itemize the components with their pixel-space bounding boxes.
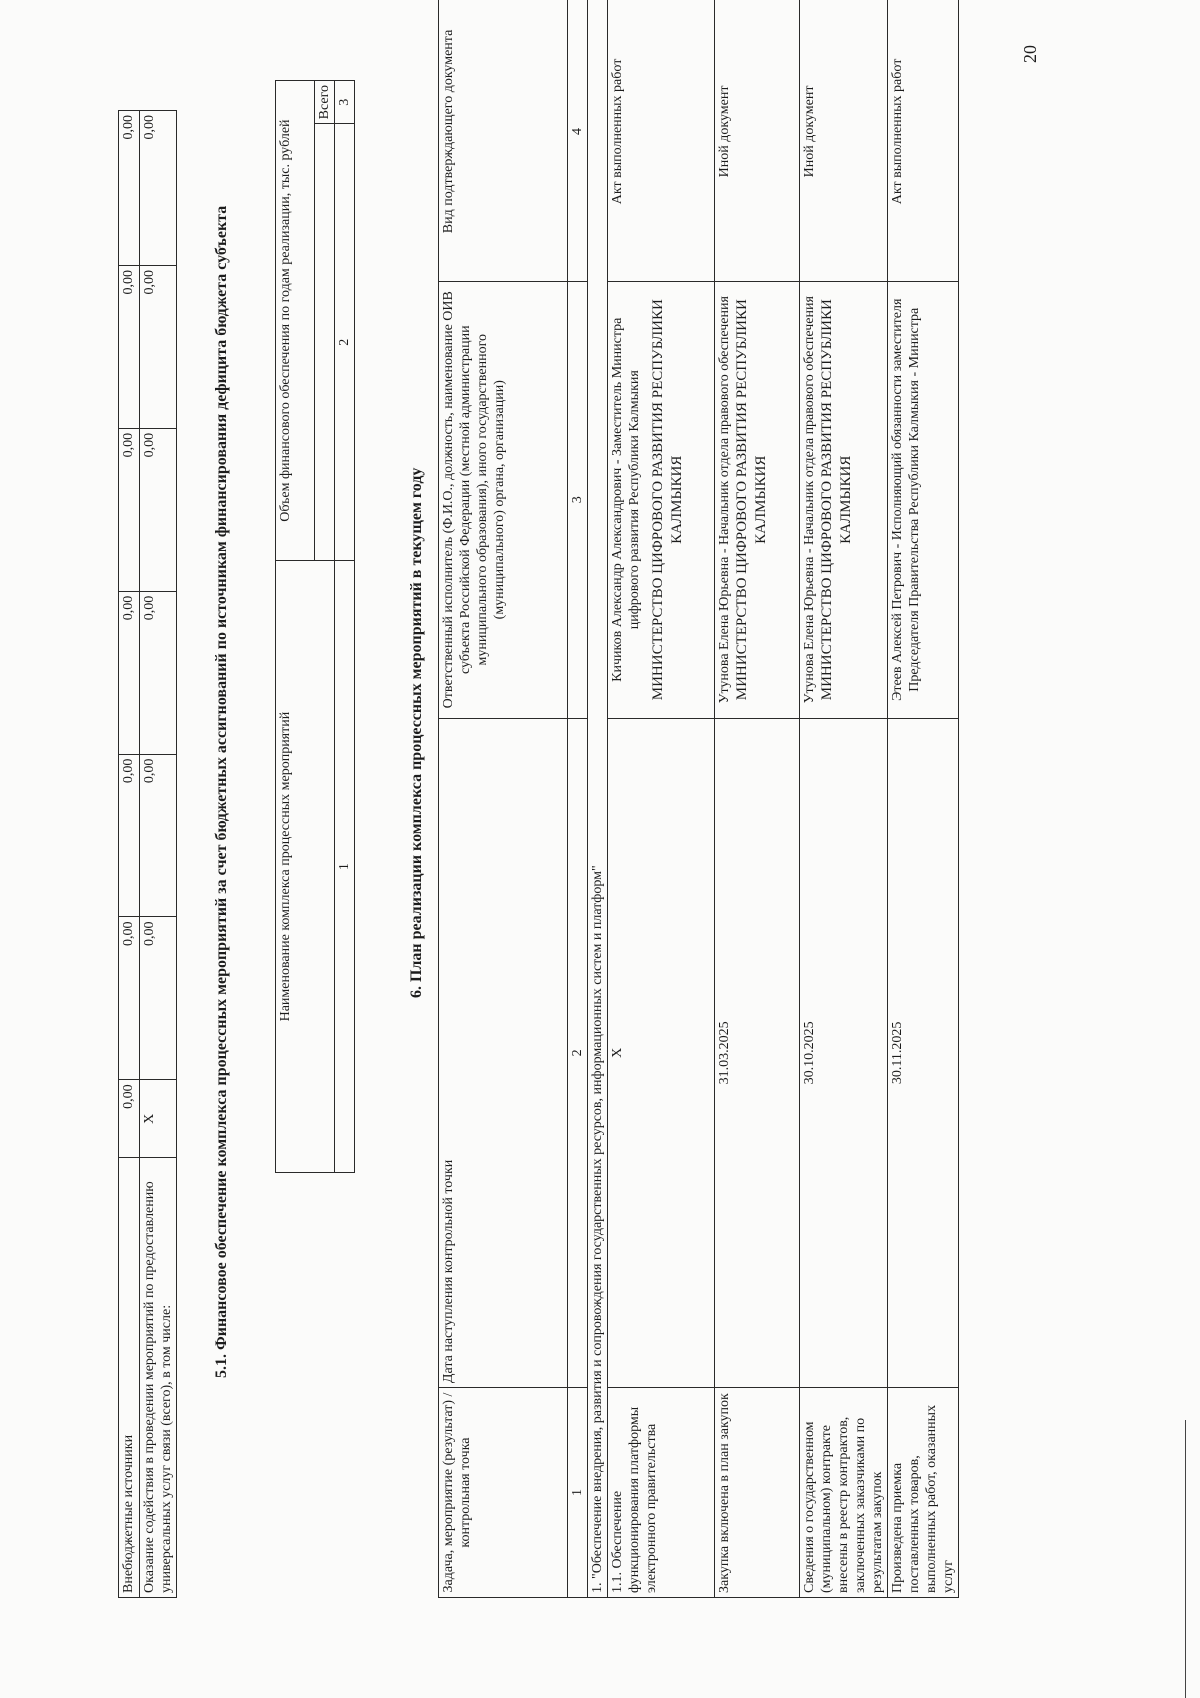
cell-value: 0,00 [119,591,140,754]
table-number-row [568,0,588,1598]
section-5-1-title: 5.1. Финансовое обеспечение комплекса процессных мероприятий за счет бюджетных ассигнований по источникам финансирования дефицита бюджета субъекта [213,205,230,1378]
table-row [800,0,888,1598]
funding-deficit-table [275,80,355,1173]
cell-value: 0,00 [140,754,177,917]
column-header: Наименование комплекса процессных мероприятий [276,561,335,1173]
cell-value: 0,00 [119,111,140,266]
cell-value: 0,00 [140,265,177,428]
responsible-org: МИНИСТЕРСТВО ЦИФРОВОГО РАЗВИТИЯ РЕСПУБЛИКИ КАЛМЫКИЯ [819,299,854,701]
date-cell: X [608,718,715,1387]
table-number-row [335,81,355,1173]
column-header: Объем финансового обеспечения по годам реализации, тыс. рублей [276,81,315,561]
document-type-cell: Акт выполненных работ [608,0,715,281]
empty-cell [315,124,335,561]
task-cell: Сведения о государственном (муниципальном) контракте внесены в реестр контрактов, заключенных заказчиками по результатам закупок [800,1388,888,1598]
table-row [140,111,177,1598]
table-row [119,111,140,1598]
date-cell: 30.11.2025 [888,718,959,1387]
column-number: 3 [568,281,588,718]
cell-value: 0,00 [140,428,177,591]
responsible-cell [715,281,800,718]
responsible-cell [800,281,888,718]
task-cell: Закупка включена в план закупок [715,1388,800,1598]
column-number: 2 [568,718,588,1387]
scan-edge-mark [1185,1420,1186,1698]
column-number: 3 [335,81,355,124]
cell-value: 0,00 [119,265,140,428]
date-cell: 30.10.2025 [800,718,888,1387]
table-row [888,0,959,1598]
column-header: Задача, мероприятие (результат) / контрольная точка [439,1388,568,1598]
responsible-person: Этеев Алексей Петрович - Исполняющий обязанности заместителя Председателя Правительства Республики Калмыкия - Министра [890,298,922,701]
column-number: 1 [568,1388,588,1598]
table-group-row [588,0,608,1598]
column-header: Вид подтверждающего документа [439,0,568,281]
funding-sources-table [118,110,177,1598]
implementation-plan-table [438,0,959,1598]
column-header: Всего [315,81,335,124]
table-row [715,0,800,1598]
document-type-cell: Иной документ [715,0,800,281]
table-header-row [439,0,568,1598]
group-title: 1. "Обеспечение внедрения, развития и сопровождения государственных ресурсов, информационных систем и платформ" [588,0,608,1598]
document-type-cell: Иной документ [800,0,888,281]
column-header: Дата наступления контрольной точки [439,718,568,1387]
responsible-person: Утунова Елена Юрьевна - Начальник отдела правового обеспечения [802,296,817,704]
page-number: 20 [1020,45,1040,63]
responsible-cell [888,281,959,718]
table-header-row [276,81,315,1173]
column-number: 2 [335,124,355,561]
section-6-title: 6. План реализации комплекса процессных мероприятий в текущем году [408,467,425,998]
responsible-org: МИНИСТЕРСТВО ЦИФРОВОГО РАЗВИТИЯ РЕСПУБЛИКИ КАЛМЫКИЯ [734,299,769,701]
document-type-cell: Акт выполненных работ [888,0,959,281]
task-cell: Произведена приемка поставленных товаров, выполненных работ, оказанных услуг [888,1388,959,1598]
date-cell: 31.03.2025 [715,718,800,1387]
column-header: Ответственный исполнитель (Ф.И.О., должность, наименование ОИВ субъекта Российской Федерации (местной администрации муниципального образования), иного государственного (муниципального) органа, организации) [439,281,568,718]
task-cell: 1.1. Обеспечение функционирования платформы электронного правительства [608,1388,715,1598]
responsible-org: МИНИСТЕРСТВО ЦИФРОВОГО РАЗВИТИЯ РЕСПУБЛИКИ КАЛМЫКИЯ [650,299,685,701]
cell-value: 0,00 [119,917,140,1080]
column-number: 4 [568,0,588,281]
cell-value: 0,00 [119,754,140,917]
responsible-cell [608,281,715,718]
cell-value: 0,00 [140,111,177,266]
cell-value: 0,00 [140,591,177,754]
cell-value: 0,00 [119,428,140,591]
row-label: Внебюджетные источники [119,1158,140,1598]
responsible-person: Утунова Елена Юрьевна - Начальник отдела правового обеспечения [717,296,732,704]
responsible-person: Кичиков Александр Александрович - Заместитель Министра цифрового развития Республики Калмыкия [610,317,642,682]
column-number: 1 [335,561,355,1173]
cell-value: 0,00 [140,917,177,1080]
row-label: Оказание содействия в проведении мероприятий по предоставлению универсальных услуг связи (всего), в том числе: [140,1158,177,1598]
cell-value: X [140,1080,177,1158]
cell-value: 0,00 [119,1080,140,1158]
table-row [608,0,715,1598]
